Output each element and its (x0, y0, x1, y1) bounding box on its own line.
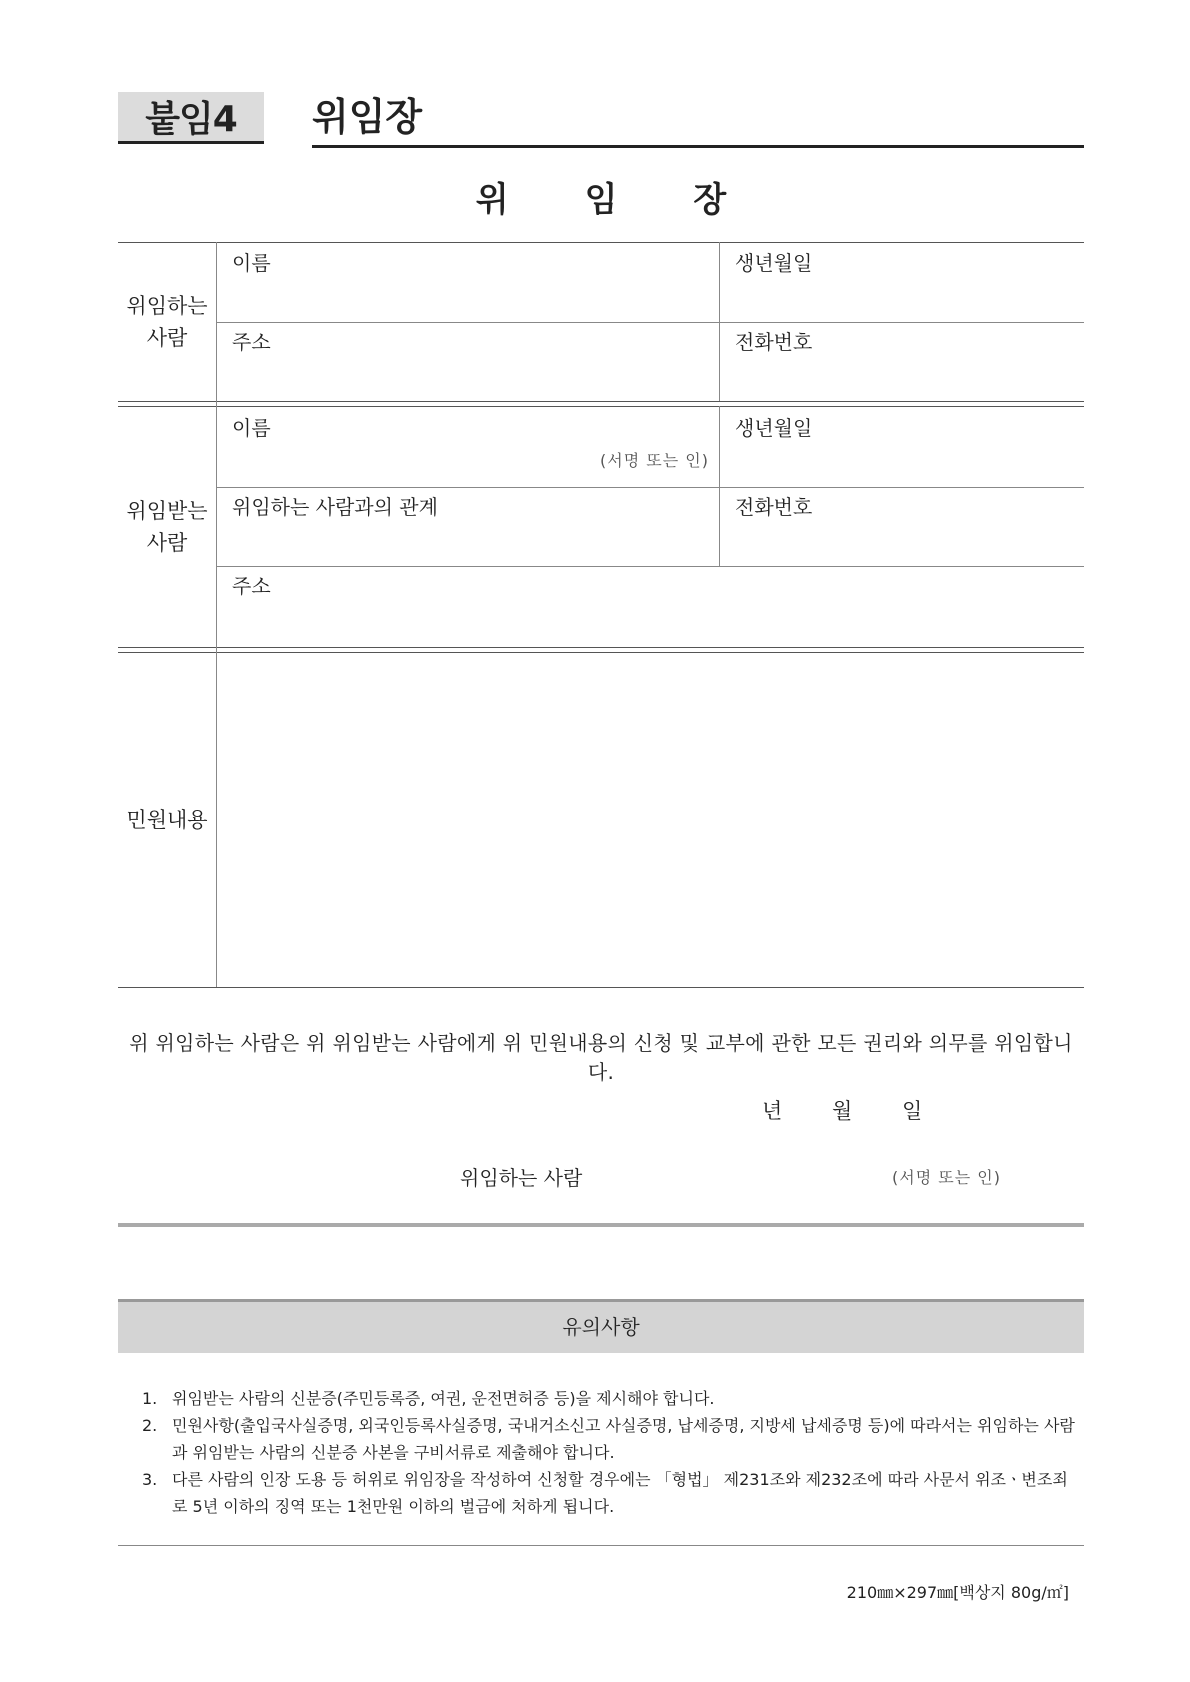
section-divider (118, 652, 1084, 653)
appendix-tag: 붙임4 (118, 92, 264, 144)
delegate-header-line2: 사람 (146, 530, 188, 555)
delegate-header-line1: 위임받는 (126, 498, 208, 523)
signature-label: 위임하는 사람 (460, 1166, 583, 1190)
notice-item-text: 민원사항(출입국사실증명, 외국인등록사실증명, 국내거소신고 사실증명, 납세증명, 지방세 납세증명 등)에 따라서는 위임하는 사람과 위임받는 사람의 신분증 사본을 구비서류로 제출해야 합니다. (172, 1416, 1075, 1462)
section-divider (118, 401, 1084, 402)
notice-item (142, 1412, 1082, 1466)
delegator-header-line2: 사람 (146, 325, 188, 350)
delegate-sign-note: (서명 또는 인) (600, 451, 709, 470)
date-year: 년 (762, 1099, 783, 1123)
petition-row-header: 민원내용 (126, 807, 208, 832)
document-title-char: 임 (584, 180, 618, 220)
delegator-birth-label: 생년월일 (735, 251, 813, 275)
table-bottom-border (118, 987, 1084, 988)
notice-item-number: 1. (142, 1389, 158, 1408)
document-title-char: 장 (693, 180, 727, 220)
notice-item-number: 2. (142, 1416, 158, 1435)
header-title: 위임장 (312, 92, 1084, 148)
table-top-border (118, 242, 1084, 243)
delegator-row-header (118, 242, 216, 401)
delegate-relation-label: 위임하는 사람과의 관계 (232, 495, 438, 519)
notice-item-text: 다른 사람의 인장 도용 등 허위로 위임장을 작성하여 신청할 경우에는 「형법」 제231조와 제232조에 따라 사문서 위조ㆍ변조죄로 5년 이하의 징역 또는 1천만원 이하의 벌금에 처하게 됩니다. (172, 1470, 1068, 1516)
column-divider (216, 242, 217, 987)
bottom-rule (118, 1545, 1084, 1546)
delegator-header-line1: 위임하는 (126, 293, 208, 318)
delegate-address-label: 주소 (232, 574, 271, 598)
row-divider (216, 322, 1084, 323)
notice-item (142, 1385, 1082, 1412)
column-divider (719, 242, 720, 401)
section-divider (118, 647, 1084, 648)
notice-title: 유의사항 (118, 1299, 1084, 1353)
delegate-name-label: 이름 (232, 416, 271, 440)
column-divider (719, 406, 720, 566)
section-divider (118, 406, 1084, 407)
row-divider (216, 487, 1084, 488)
date-day: 일 (902, 1099, 923, 1123)
notice-item-number: 3. (142, 1470, 158, 1489)
delegator-name-label: 이름 (232, 251, 271, 275)
delegate-phone-label: 전화번호 (735, 495, 813, 519)
notice-item-text: 위임받는 사람의 신분증(주민등록증, 여권, 운전면허증 등)을 제시해야 합니다. (172, 1389, 715, 1408)
signature-note: (서명 또는 인) (892, 1168, 1001, 1187)
delegation-statement: 위 위임하는 사람은 위 위임받는 사람에게 위 민원내용의 신청 및 교부에 관한 모든 권리와 의무를 위임합니다. (129, 1031, 1073, 1084)
delegator-phone-label: 전화번호 (735, 330, 813, 354)
delegate-birth-label: 생년월일 (735, 416, 813, 440)
section-rule (118, 1223, 1084, 1227)
delegator-address-label: 주소 (232, 330, 271, 354)
document-title-char: 위 (475, 180, 509, 220)
notice-list (142, 1385, 1082, 1520)
delegate-row-header (118, 406, 216, 647)
notice-item (142, 1466, 1082, 1520)
paper-spec: 210㎜×297㎜[백상지 80g/㎡] (846, 1583, 1069, 1602)
date-month: 월 (832, 1099, 853, 1123)
row-divider (216, 566, 1084, 567)
document-title (118, 172, 1084, 221)
